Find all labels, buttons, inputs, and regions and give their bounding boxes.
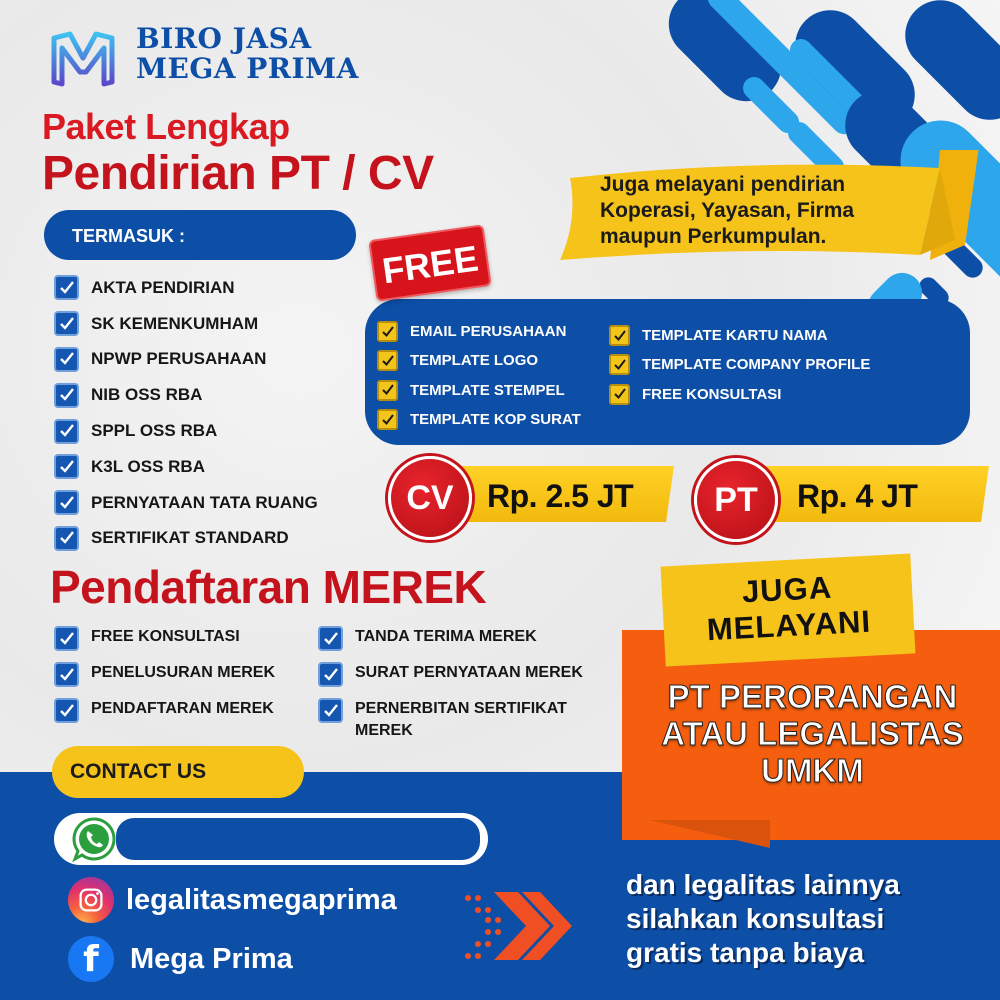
checkbox-checked-icon: [54, 526, 79, 551]
list-item: K3L OSS RBA: [54, 449, 318, 485]
instagram-handle: legalitasmegaprima: [126, 883, 397, 916]
chevron-arrows-icon: [462, 888, 572, 972]
list-item: SK KEMENKUMHAM: [54, 306, 318, 342]
checkbox-checked-icon: [377, 350, 398, 371]
instagram-icon: [68, 877, 114, 923]
checkbox-checked-icon: [54, 275, 79, 300]
checkbox-checked-icon: [318, 626, 343, 651]
price-badge-cv: CV: [388, 456, 472, 540]
checkbox-checked-icon: [54, 698, 79, 723]
also-serve-text: PT PERORANGAN ATAU LEGALISTAS UMKM: [661, 678, 964, 789]
cta-text: dan legalitas lainnya silahkan konsultasi gratis tanpa biaya: [626, 869, 900, 968]
checkbox-checked-icon: [54, 419, 79, 444]
list-item: TEMPLATE STEMPEL: [377, 376, 581, 405]
whatsapp-number-redacted: [116, 818, 480, 860]
free-badge: FREE: [368, 224, 491, 302]
whatsapp-icon[interactable]: [70, 815, 118, 863]
checkbox-checked-icon: [609, 354, 630, 375]
list-item: TANDA TERIMA MEREK: [318, 622, 618, 658]
price-badge-pt: PT: [694, 458, 778, 542]
free-bonus-panel: [365, 299, 970, 445]
facebook-name: Mega Prima: [130, 942, 293, 975]
list-item: TEMPLATE COMPANY PROFILE: [609, 350, 870, 379]
list-item: NPWP PERUSAHAAN: [54, 342, 318, 378]
headline-line2: Pendirian PT / CV: [42, 147, 434, 200]
facebook-icon: f: [68, 936, 114, 982]
list-item: FREE KONSULTASI: [54, 622, 275, 658]
list-item: PENDAFTARAN MEREK: [54, 694, 275, 730]
price-pt: Rp. 4 JT: [797, 478, 918, 514]
instagram-link[interactable]: [68, 877, 397, 923]
brand-name: [136, 24, 359, 84]
contact-us-label: CONTACT US: [52, 746, 304, 798]
brand-line1: BIRO JASA: [136, 22, 312, 55]
free-list-col2: [609, 321, 870, 409]
checkbox-checked-icon: [318, 662, 343, 687]
checkbox-checked-icon: [54, 662, 79, 687]
also-serve-label: JUGA MELAYANI: [706, 569, 872, 648]
list-item: SERTIFIKAT STANDARD: [54, 521, 318, 557]
orange-accent: [650, 820, 770, 848]
facebook-link[interactable]: [68, 936, 293, 982]
price-cv: Rp. 2.5 JT: [487, 478, 634, 514]
list-item: TEMPLATE KOP SURAT: [377, 405, 581, 434]
logo-mark-icon: [48, 28, 118, 88]
included-label: TERMASUK :: [44, 210, 356, 260]
checkbox-checked-icon: [54, 383, 79, 408]
merek-title: Pendaftaran MEREK: [50, 561, 487, 613]
list-item: PERNERBITAN SERTIFIKAT MEREK: [318, 694, 618, 754]
checkbox-checked-icon: [609, 325, 630, 346]
included-list: [54, 270, 318, 556]
merek-list-col2: [318, 622, 618, 754]
checkbox-checked-icon: [54, 454, 79, 479]
checkbox-checked-icon: [54, 626, 79, 651]
checkbox-checked-icon: [54, 347, 79, 372]
checkbox-checked-icon: [377, 321, 398, 342]
headline-line1: Paket Lengkap: [42, 106, 290, 147]
list-item: EMAIL PERUSAHAAN: [377, 317, 581, 346]
list-item: NIB OSS RBA: [54, 377, 318, 413]
checkbox-checked-icon: [609, 384, 630, 405]
checkbox-checked-icon: [377, 409, 398, 430]
free-list-col1: [377, 317, 581, 434]
list-item: SURAT PERNYATAAN MEREK: [318, 658, 618, 694]
list-item: PERNYATAAN TATA RUANG: [54, 485, 318, 521]
checkbox-checked-icon: [54, 311, 79, 336]
checkbox-checked-icon: [377, 380, 398, 401]
checkbox-checked-icon: [318, 698, 343, 723]
list-item: FREE KONSULTASI: [609, 380, 870, 409]
list-item: TEMPLATE KARTU NAMA: [609, 321, 870, 350]
list-item: TEMPLATE LOGO: [377, 346, 581, 375]
list-item: PENELUSURAN MEREK: [54, 658, 275, 694]
brand-line2: MEGA PRIMA: [136, 52, 359, 85]
merek-list-col1: [54, 622, 275, 730]
list-item: SPPL OSS RBA: [54, 413, 318, 449]
list-item: AKTA PENDIRIAN: [54, 270, 318, 306]
banner-text: Juga melayani pendirian Koperasi, Yayasan, Firma maupun Perkumpulan.: [600, 173, 855, 248]
checkbox-checked-icon: [54, 490, 79, 515]
